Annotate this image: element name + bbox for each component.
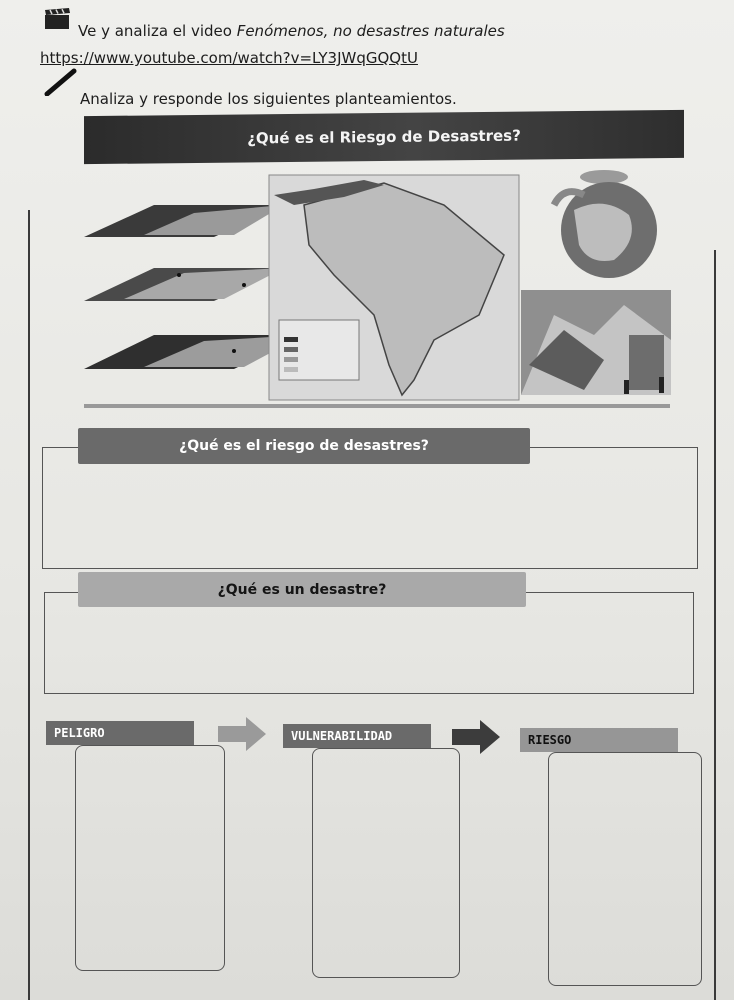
answer-box-disaster[interactable]	[44, 592, 694, 694]
question-risk-text: ¿Qué es el riesgo de desastres?	[179, 438, 429, 454]
concept-label-riesgo	[520, 728, 678, 752]
divider-rule	[84, 404, 670, 408]
concept-peligro-text: PELIGRO	[54, 726, 105, 740]
title-banner	[84, 110, 684, 164]
page-border-right	[714, 250, 716, 1000]
arrow-right-icon	[218, 717, 266, 751]
earthquake-photo	[521, 290, 671, 395]
answer-box-risk[interactable]	[42, 447, 698, 569]
banner-title: ¿Qué es el Riesgo de Desastres?	[247, 126, 521, 148]
risk-map-illustration	[84, 165, 684, 415]
video-instruction	[78, 22, 505, 40]
concept-box-peligro[interactable]	[75, 745, 225, 971]
video-instruction-prefix: Ve y analiza el video	[78, 22, 237, 40]
concept-box-vulnerabilidad[interactable]	[312, 748, 460, 978]
south-america-map	[269, 175, 519, 400]
concept-label-vulnerabilidad	[283, 724, 431, 748]
globe-illustration	[554, 170, 657, 278]
concept-label-peligro	[46, 721, 194, 745]
arrow-right-icon	[452, 720, 500, 754]
instruction-text: Analiza y responde los siguientes planteamientos.	[80, 90, 457, 108]
video-link[interactable]: https://www.youtube.com/watch?v=LY3JWqGQQtU	[40, 49, 418, 67]
concept-vulnerabilidad-text: VULNERABILIDAD	[291, 729, 393, 743]
page-border-left	[28, 210, 30, 1000]
pencil-icon	[44, 68, 78, 96]
question-disaster-text: ¿Qué es un desastre?	[217, 581, 387, 598]
clapperboard-icon	[44, 8, 72, 30]
question-risk-label	[78, 428, 530, 464]
concept-riesgo-text: RIESGO	[528, 733, 572, 747]
concept-box-riesgo[interactable]	[548, 752, 702, 986]
question-disaster-label	[78, 572, 526, 607]
video-title: Fenómenos, no desastres naturales	[236, 22, 505, 40]
